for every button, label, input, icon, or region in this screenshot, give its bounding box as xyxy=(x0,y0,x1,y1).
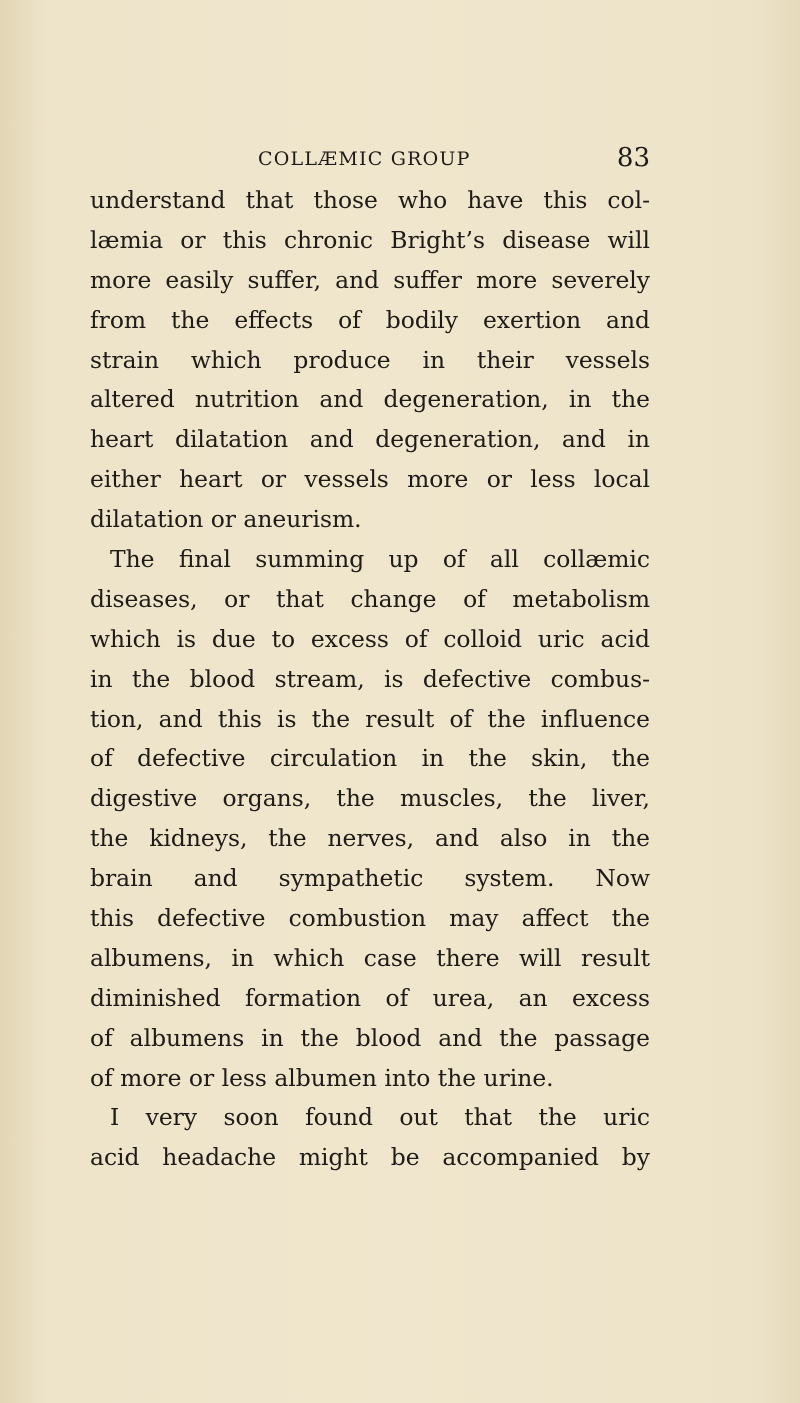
text-line: understand that those who have this col- xyxy=(90,186,650,214)
text-line: this defective combustion may affect the xyxy=(90,904,650,933)
page-header xyxy=(258,143,650,176)
text-line: tion, and this is the result of the influence xyxy=(90,704,650,733)
text-line: either heart or vessels more or less local xyxy=(90,465,650,494)
text-line: brain and sympathetic system. Now xyxy=(90,864,650,893)
text-line: the kidneys, the nerves, and also in the xyxy=(90,824,650,853)
text-line: altered nutrition and degeneration, in the xyxy=(90,385,650,414)
text-line: of albumens in the blood and the passage xyxy=(90,1023,650,1052)
text-line: more easily suffer, and suffer more severely xyxy=(90,265,650,294)
text-line: strain which produce in their vessels xyxy=(90,345,650,374)
text-line: heart dilatation and degeneration, and in xyxy=(90,425,650,454)
text-line: I very soon found out that the uric xyxy=(110,1103,650,1132)
text-line: in the blood stream, is defective combus- xyxy=(90,664,650,693)
text-line: The final summing up of all collæmic xyxy=(110,545,650,574)
text-line: albumens, in which case there will result xyxy=(90,943,650,972)
page-number: 83 xyxy=(616,143,650,173)
text-line: diminished formation of urea, an excess xyxy=(90,983,650,1012)
text-line: dilatation or aneurism. xyxy=(90,505,362,534)
text-line: acid headache might be accompanied by xyxy=(90,1143,650,1172)
text-line: from the effects of bodily exertion and xyxy=(90,305,650,334)
text-line: which is due to excess of colloid uric acid xyxy=(90,624,650,653)
body-text xyxy=(90,181,650,1178)
text-line: of more or less albumen into the urine. xyxy=(90,1063,554,1092)
text-line: læmia or this chronic Bright’s disease will xyxy=(90,225,650,254)
text-line: digestive organs, the muscles, the liver, xyxy=(90,784,650,813)
text-line: of defective circulation in the skin, the xyxy=(90,744,650,773)
text-line: diseases, or that change of metabolism xyxy=(90,584,650,613)
running-title: COLLÆMIC GROUP xyxy=(258,148,471,170)
